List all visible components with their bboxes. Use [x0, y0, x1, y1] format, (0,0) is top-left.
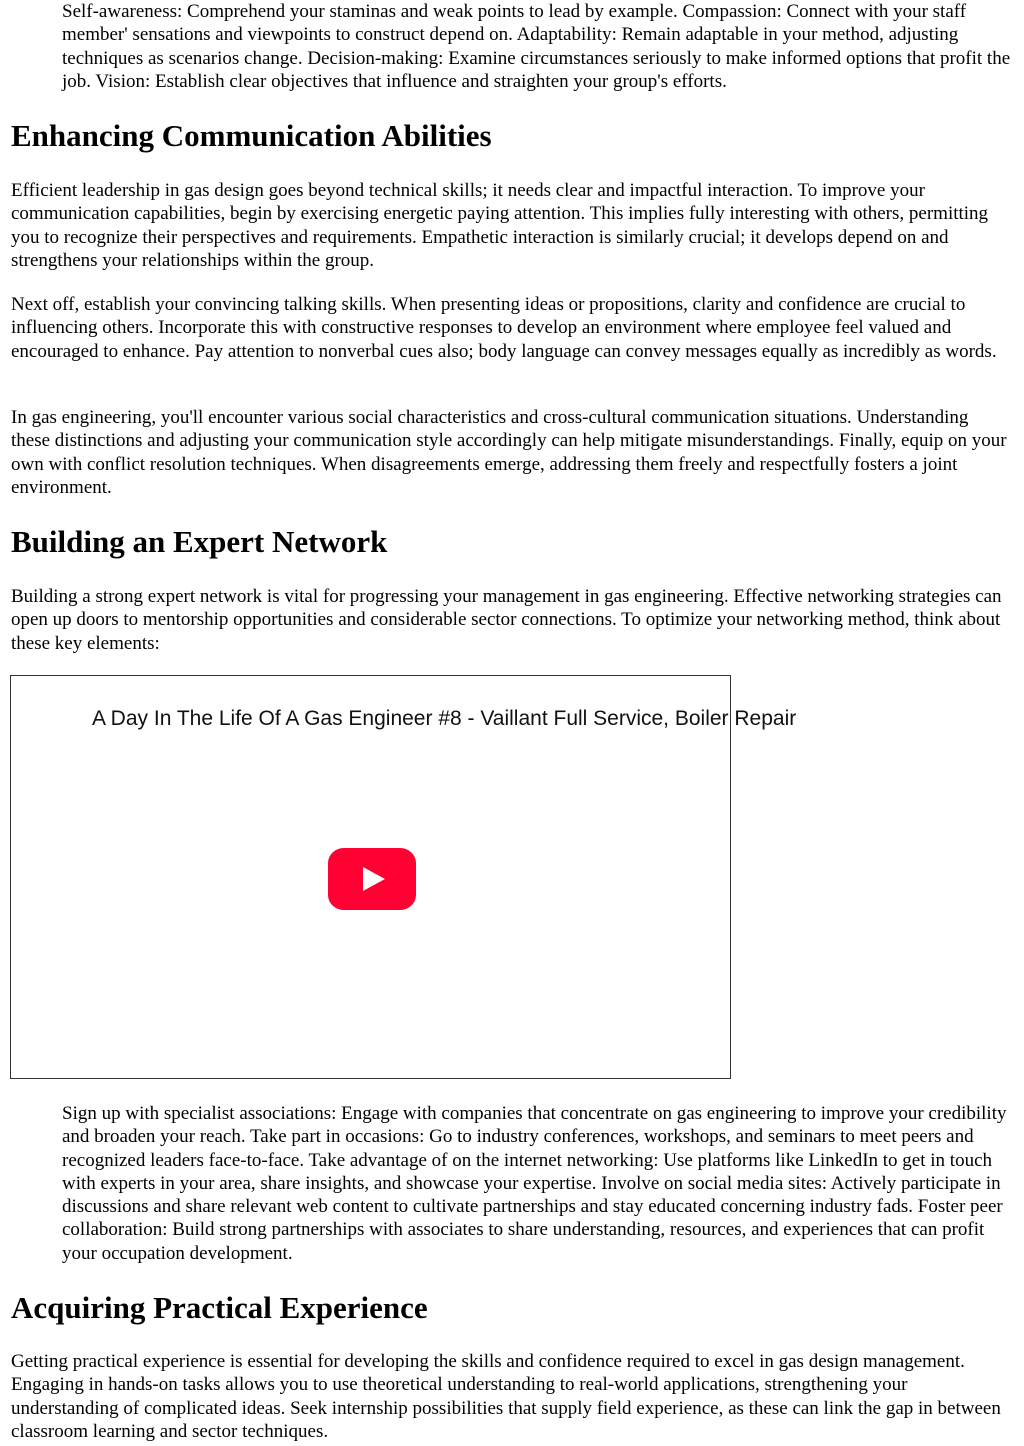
practical-paragraph-1: Getting practical experience is essential for developing the skills and confidence required to excel in gas design management. Engaging in hands-on tasks allows you to use theoretical understanding to real-world applications, strengthening your understanding of complicated ideas. Seek internship possibilities that supply field experience, as these can link the gap in between classroom learning and sector techniques.	[11, 1351, 1001, 1442]
play-button[interactable]	[328, 848, 416, 910]
heading-practical: Acquiring Practical Experience	[11, 1290, 428, 1325]
communication-paragraph-1: Efficient leadership in gas design goes beyond technical skills; it needs clear and impactful interaction. To improve your communication capabilities, begin by exercising energetic paying attention. This implies fully interesting with others, permitting you to recognize their perspectives and requirements. Empathetic interaction is similarly crucial; it develops depend on and strengthens your relationships within the group.	[11, 180, 989, 271]
network-strategies-list: Sign up with specialist associations: Engage with companies that concentrate on gas engineering to improve your credibility and broaden your reach. Take part in occasions: Go to industry conferences, workshops, and seminars to meet peers and recognized leaders face-to-face. Take advantage of on the internet networking: Use platforms like LinkedIn to get in touch with experts in your area, share insights, and showcase your expertise. Involve on social media sites: Actively participate in discussions and share relevant web content to cultivate partnerships and stay educated concerning industry fads. Foster peer collaboration: Build strong partnerships with associates to share understanding, resources, and experiences that can profit your occupation development.	[62, 1103, 1007, 1264]
network-paragraph-1: Building a strong expert network is vital for progressing your management in gas engineering. Effective networking strategies can open up doors to mentorship opportunities and considerable sector connections. To optimize your networking method, think about these key elements:	[11, 586, 1002, 654]
leadership-qualities-list: Self-awareness: Comprehend your staminas and weak points to lead by example. Compassion: Connect with your staff member' sensations and viewpoints to construct depend on. Adaptability: Remain adaptable in your method, adjusting techniques as scenarios change. Decision-making: Examine circumstances seriously to make informed options that profit the job. Vision: Establish clear objectives that influence and straighten your group's efforts.	[62, 1, 1011, 92]
play-icon	[328, 848, 416, 910]
heading-communication: Enhancing Communication Abilities	[11, 118, 492, 153]
communication-paragraph-2: Next off, establish your convincing talking skills. When presenting ideas or propositions, clarity and confidence are crucial to influencing others. Incorporate this with constructive responses to develop an environment where employee feel valued and encouraged to enhance. Pay attention to nonverbal cues also; body language can convey messages equally as incredibly as words.	[11, 294, 997, 362]
video-embed[interactable]	[10, 675, 797, 1079]
video-title[interactable]: A Day In The Life Of A Gas Engineer #8 - Vaillant Full Service, Boiler Repair	[92, 707, 797, 730]
communication-paragraph-3: In gas engineering, you'll encounter various social characteristics and cross-cultural communication situations. Understanding these distinctions and adjusting your communication style accordingly can help mitigate misunderstandings. Finally, equip on your own with conflict resolution techniques. When disagreements emerge, addressing them freely and respectfully fosters a joint environment.	[11, 407, 1007, 498]
heading-network: Building an Expert Network	[11, 524, 388, 559]
